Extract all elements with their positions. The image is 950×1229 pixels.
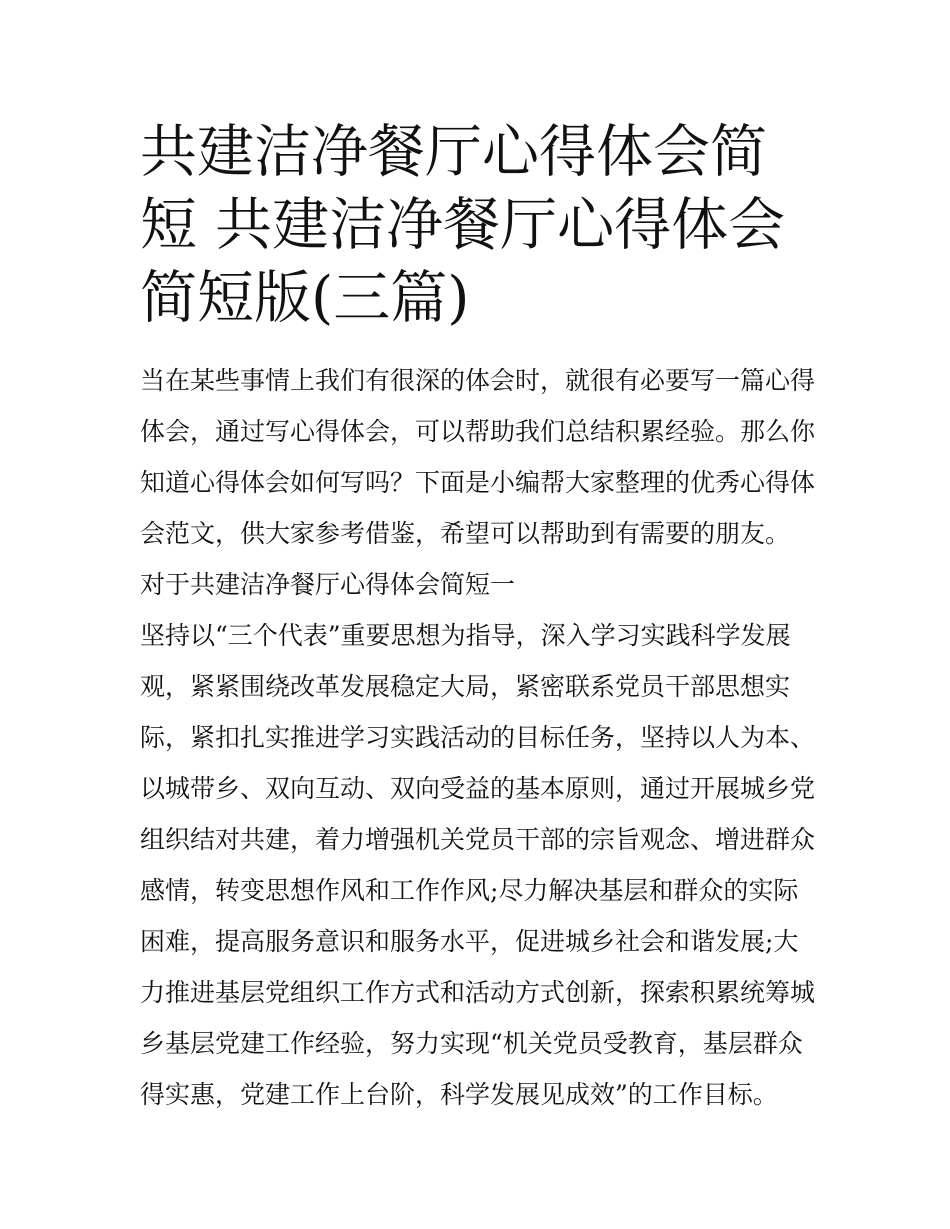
- body-line: 组织结对共建，着力增强机关党员干部的宗旨观念、增进群众: [140, 825, 816, 854]
- body-line: 感情，转变思想作风和工作作风;尽力解决基层和群众的实际: [140, 876, 799, 905]
- body-line: 乡基层党建工作经验，努力实现“机关党员受教育，基层群众: [140, 1029, 803, 1058]
- section-heading: 对于共建洁净餐厅心得体会简短一: [140, 570, 516, 599]
- body-line: 得实惠，党建工作上台阶，科学发展见成效”的工作目标。: [140, 1080, 778, 1109]
- body-line: 困难，提高服务意识和服务水平，促进城乡社会和谐发展;大: [140, 927, 799, 956]
- intro-line: 会范文，供大家参考借鉴，希望可以帮助到有需要的朋友。: [140, 519, 791, 548]
- document-title: 共建洁净餐厅心得体会简短 共建洁净餐厅心得体会简短版(三篇): [140, 119, 786, 331]
- intro-line: 知道心得体会如何写吗？下面是小编帮大家整理的优秀心得体: [140, 468, 816, 497]
- intro-paragraph: [140, 355, 820, 559]
- body-line: 以城带乡、双向互动、双向受益的基本原则，通过开展城乡党: [140, 774, 816, 803]
- body-line: 际，紧扣扎实推进学习实践活动的目标任务，坚持以人为本、: [140, 723, 816, 752]
- body-line: 坚持以“三个代表”重要思想为指导，深入学习实践科学发展: [140, 621, 791, 650]
- body-paragraph: [140, 610, 820, 1120]
- body-line: 力推进基层党组织工作方式和活动方式创新，探索积累统筹城: [140, 978, 816, 1007]
- intro-line: 体会，通过写心得体会，可以帮助我们总结积累经验。那么你: [140, 417, 816, 446]
- document-body: [140, 355, 820, 1120]
- body-line: 观，紧紧围绕改革发展稳定大局，紧密联系党员干部思想实: [140, 672, 791, 701]
- intro-line: 当在某些事情上我们有很深的体会时，就很有必要写一篇心得: [140, 366, 816, 395]
